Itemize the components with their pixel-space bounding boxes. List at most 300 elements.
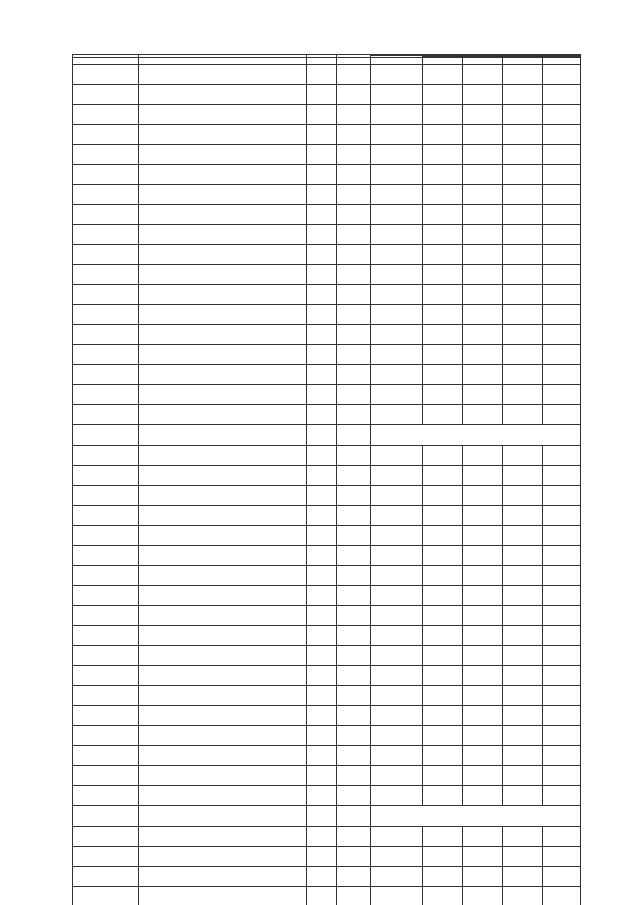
row-unit <box>307 746 337 766</box>
row-code <box>73 285 139 305</box>
table-row <box>73 566 581 586</box>
row-price-q2 <box>463 405 503 425</box>
row-price-q2 <box>463 606 503 626</box>
row-mass <box>337 546 371 566</box>
row-price-q1 <box>423 305 463 325</box>
row-price-q1 <box>423 566 463 586</box>
column-number <box>307 58 337 65</box>
row-price-q1 <box>423 726 463 746</box>
row-price-q1 <box>423 265 463 285</box>
row-price-q2 <box>463 486 503 506</box>
row-name <box>139 305 307 325</box>
row-price-q4 <box>543 646 581 666</box>
row-code <box>73 566 139 586</box>
row-price-q3 <box>503 606 543 626</box>
row-name <box>139 446 307 466</box>
row-price-base <box>371 726 423 746</box>
row-code <box>73 867 139 887</box>
section-blank <box>73 806 139 827</box>
section-blank <box>73 425 139 446</box>
row-unit <box>307 726 337 746</box>
row-mass <box>337 847 371 867</box>
row-name <box>139 666 307 686</box>
row-price-q2 <box>463 466 503 486</box>
row-name <box>139 345 307 365</box>
row-price-q1 <box>423 666 463 686</box>
row-price-q4 <box>543 746 581 766</box>
row-price-q4 <box>543 666 581 686</box>
row-price-q2 <box>463 165 503 185</box>
row-unit <box>307 887 337 905</box>
row-price-base <box>371 345 423 365</box>
table-row <box>73 827 581 847</box>
row-name <box>139 125 307 145</box>
row-code <box>73 205 139 225</box>
row-price-q1 <box>423 385 463 405</box>
row-price-q4 <box>543 85 581 105</box>
row-price-q1 <box>423 746 463 766</box>
row-mass <box>337 606 371 626</box>
row-price-q3 <box>503 526 543 546</box>
table-row <box>73 586 581 606</box>
row-price-q1 <box>423 405 463 425</box>
row-price-q4 <box>543 345 581 365</box>
row-price-q4 <box>543 466 581 486</box>
row-price-q2 <box>463 385 503 405</box>
table-row <box>73 265 581 285</box>
column-number <box>463 58 503 65</box>
column-number <box>73 58 139 65</box>
row-price-q2 <box>463 265 503 285</box>
row-price-q1 <box>423 185 463 205</box>
row-unit <box>307 145 337 165</box>
row-unit <box>307 305 337 325</box>
row-price-q4 <box>543 325 581 345</box>
row-name <box>139 65 307 85</box>
row-price-q1 <box>423 786 463 806</box>
row-price-q1 <box>423 546 463 566</box>
table-row <box>73 345 581 365</box>
row-code <box>73 265 139 285</box>
row-price-q3 <box>503 566 543 586</box>
row-code <box>73 305 139 325</box>
row-code <box>73 506 139 526</box>
row-price-base <box>371 185 423 205</box>
row-price-q2 <box>463 766 503 786</box>
row-mass <box>337 666 371 686</box>
row-mass <box>337 786 371 806</box>
row-price-q1 <box>423 486 463 506</box>
row-price-q2 <box>463 205 503 225</box>
row-mass <box>337 646 371 666</box>
row-unit <box>307 446 337 466</box>
row-price-q1 <box>423 466 463 486</box>
row-price-q3 <box>503 446 543 466</box>
row-price-q3 <box>503 746 543 766</box>
row-name <box>139 185 307 205</box>
section-blank <box>337 425 371 446</box>
row-code <box>73 887 139 905</box>
row-price-q3 <box>503 766 543 786</box>
section-heading-row <box>73 425 581 446</box>
row-price-q1 <box>423 225 463 245</box>
row-code <box>73 185 139 205</box>
row-unit <box>307 85 337 105</box>
row-price-q3 <box>503 385 543 405</box>
row-name <box>139 165 307 185</box>
row-name <box>139 686 307 706</box>
row-code <box>73 847 139 867</box>
row-price-q3 <box>503 706 543 726</box>
section-blank <box>307 425 337 446</box>
row-price-base <box>371 666 423 686</box>
table-row <box>73 245 581 265</box>
row-code <box>73 125 139 145</box>
row-mass <box>337 405 371 425</box>
row-code <box>73 646 139 666</box>
row-mass <box>337 726 371 746</box>
row-code <box>73 526 139 546</box>
row-name <box>139 786 307 806</box>
row-price-base <box>371 586 423 606</box>
row-price-base <box>371 466 423 486</box>
row-name <box>139 265 307 285</box>
section-heading-row <box>73 806 581 827</box>
row-unit <box>307 405 337 425</box>
row-price-base <box>371 827 423 847</box>
row-unit <box>307 827 337 847</box>
row-price-q1 <box>423 586 463 606</box>
row-price-q1 <box>423 365 463 385</box>
row-mass <box>337 365 371 385</box>
row-unit <box>307 345 337 365</box>
row-price-q2 <box>463 65 503 85</box>
row-price-q2 <box>463 305 503 325</box>
row-code <box>73 345 139 365</box>
row-unit <box>307 706 337 726</box>
row-price-base <box>371 646 423 666</box>
row-code <box>73 405 139 425</box>
row-price-q2 <box>463 285 503 305</box>
row-unit <box>307 646 337 666</box>
row-unit <box>307 185 337 205</box>
row-code <box>73 165 139 185</box>
row-price-q1 <box>423 706 463 726</box>
row-price-q2 <box>463 526 503 546</box>
row-price-base <box>371 105 423 125</box>
row-price-q1 <box>423 165 463 185</box>
table-row <box>73 105 581 125</box>
row-unit <box>307 205 337 225</box>
row-name <box>139 145 307 165</box>
row-price-q2 <box>463 786 503 806</box>
row-mass <box>337 626 371 646</box>
row-code <box>73 666 139 686</box>
row-price-base <box>371 225 423 245</box>
row-mass <box>337 686 371 706</box>
row-unit <box>307 766 337 786</box>
row-unit <box>307 285 337 305</box>
row-mass <box>337 225 371 245</box>
row-mass <box>337 105 371 125</box>
section-blank <box>337 806 371 827</box>
row-price-q2 <box>463 105 503 125</box>
row-mass <box>337 345 371 365</box>
row-mass <box>337 766 371 786</box>
column-number <box>139 58 307 65</box>
row-price-q3 <box>503 85 543 105</box>
row-name <box>139 365 307 385</box>
row-code <box>73 606 139 626</box>
row-code <box>73 446 139 466</box>
row-price-q2 <box>463 586 503 606</box>
table-row <box>73 766 581 786</box>
row-price-q1 <box>423 345 463 365</box>
row-price-base <box>371 325 423 345</box>
row-price-q1 <box>423 646 463 666</box>
price-table <box>72 54 581 905</box>
row-code <box>73 827 139 847</box>
row-price-base <box>371 686 423 706</box>
row-price-base <box>371 506 423 526</box>
row-price-q2 <box>463 706 503 726</box>
row-code <box>73 486 139 506</box>
row-price-q2 <box>463 566 503 586</box>
row-unit <box>307 486 337 506</box>
section-blank <box>371 425 581 446</box>
row-name <box>139 766 307 786</box>
row-price-q3 <box>503 867 543 887</box>
column-number <box>543 58 581 65</box>
row-price-q4 <box>543 686 581 706</box>
row-name <box>139 245 307 265</box>
table-row <box>73 65 581 85</box>
row-price-q1 <box>423 446 463 466</box>
row-price-q2 <box>463 666 503 686</box>
table-row <box>73 746 581 766</box>
row-name <box>139 566 307 586</box>
row-price-q4 <box>543 786 581 806</box>
row-mass <box>337 325 371 345</box>
row-code <box>73 385 139 405</box>
table-row <box>73 867 581 887</box>
row-mass <box>337 185 371 205</box>
table-row <box>73 405 581 425</box>
row-name <box>139 285 307 305</box>
row-unit <box>307 666 337 686</box>
row-price-q2 <box>463 887 503 905</box>
row-name <box>139 385 307 405</box>
row-mass <box>337 586 371 606</box>
row-price-q1 <box>423 766 463 786</box>
row-mass <box>337 165 371 185</box>
table-row <box>73 526 581 546</box>
table-row <box>73 285 581 305</box>
row-unit <box>307 526 337 546</box>
row-price-q3 <box>503 466 543 486</box>
row-price-q3 <box>503 265 543 285</box>
row-code <box>73 626 139 646</box>
row-name <box>139 486 307 506</box>
row-price-q1 <box>423 85 463 105</box>
row-price-base <box>371 205 423 225</box>
row-name <box>139 325 307 345</box>
row-name <box>139 405 307 425</box>
row-price-q2 <box>463 626 503 646</box>
row-name <box>139 546 307 566</box>
row-name <box>139 526 307 546</box>
row-mass <box>337 265 371 285</box>
row-price-base <box>371 867 423 887</box>
row-mass <box>337 385 371 405</box>
row-mass <box>337 245 371 265</box>
row-price-base <box>371 145 423 165</box>
row-price-q3 <box>503 666 543 686</box>
table-row <box>73 145 581 165</box>
row-mass <box>337 746 371 766</box>
row-price-q2 <box>463 746 503 766</box>
section-title <box>139 425 307 446</box>
table-row <box>73 365 581 385</box>
row-price-q2 <box>463 225 503 245</box>
row-price-q3 <box>503 125 543 145</box>
row-price-q4 <box>543 867 581 887</box>
table-row <box>73 546 581 566</box>
row-price-q1 <box>423 887 463 905</box>
row-name <box>139 827 307 847</box>
row-name <box>139 586 307 606</box>
row-price-q3 <box>503 546 543 566</box>
row-price-q3 <box>503 586 543 606</box>
row-code <box>73 546 139 566</box>
row-price-q4 <box>543 165 581 185</box>
column-number <box>337 58 371 65</box>
row-name <box>139 105 307 125</box>
row-price-q1 <box>423 145 463 165</box>
row-price-base <box>371 706 423 726</box>
row-price-q4 <box>543 305 581 325</box>
row-price-q3 <box>503 365 543 385</box>
row-price-q3 <box>503 65 543 85</box>
row-name <box>139 706 307 726</box>
row-price-q1 <box>423 506 463 526</box>
row-price-q2 <box>463 867 503 887</box>
row-price-q1 <box>423 105 463 125</box>
row-price-q4 <box>543 365 581 385</box>
table-row <box>73 726 581 746</box>
row-price-q4 <box>543 766 581 786</box>
row-unit <box>307 626 337 646</box>
row-price-q4 <box>543 626 581 646</box>
row-price-q4 <box>543 446 581 466</box>
row-price-q3 <box>503 345 543 365</box>
row-price-q3 <box>503 225 543 245</box>
table-row <box>73 686 581 706</box>
row-price-q2 <box>463 646 503 666</box>
table-row <box>73 506 581 526</box>
row-unit <box>307 165 337 185</box>
table-row <box>73 325 581 345</box>
row-price-q3 <box>503 686 543 706</box>
column-number <box>371 58 423 65</box>
row-code <box>73 85 139 105</box>
row-price-q2 <box>463 506 503 526</box>
table-row <box>73 205 581 225</box>
row-price-base <box>371 486 423 506</box>
row-price-q1 <box>423 65 463 85</box>
row-price-q4 <box>543 225 581 245</box>
row-price-q3 <box>503 165 543 185</box>
row-code <box>73 586 139 606</box>
row-price-q3 <box>503 325 543 345</box>
row-price-q2 <box>463 827 503 847</box>
row-mass <box>337 285 371 305</box>
table-row <box>73 125 581 145</box>
row-mass <box>337 887 371 905</box>
row-price-q1 <box>423 626 463 646</box>
table-row <box>73 786 581 806</box>
row-code <box>73 726 139 746</box>
row-code <box>73 766 139 786</box>
row-mass <box>337 205 371 225</box>
row-name <box>139 726 307 746</box>
row-mass <box>337 145 371 165</box>
row-mass <box>337 466 371 486</box>
row-price-base <box>371 385 423 405</box>
row-price-base <box>371 546 423 566</box>
row-name <box>139 626 307 646</box>
row-price-base <box>371 85 423 105</box>
row-unit <box>307 265 337 285</box>
row-mass <box>337 566 371 586</box>
table-row <box>73 666 581 686</box>
table-row <box>73 225 581 245</box>
row-price-q4 <box>543 706 581 726</box>
section-title <box>139 806 307 827</box>
row-unit <box>307 786 337 806</box>
row-price-q4 <box>543 185 581 205</box>
row-code <box>73 325 139 345</box>
row-unit <box>307 325 337 345</box>
row-name <box>139 85 307 105</box>
row-mass <box>337 305 371 325</box>
row-price-q4 <box>543 546 581 566</box>
row-price-q4 <box>543 125 581 145</box>
row-name <box>139 887 307 905</box>
row-mass <box>337 706 371 726</box>
row-price-base <box>371 606 423 626</box>
row-price-q1 <box>423 205 463 225</box>
row-price-q1 <box>423 686 463 706</box>
row-code <box>73 786 139 806</box>
table-row <box>73 185 581 205</box>
row-price-base <box>371 305 423 325</box>
row-name <box>139 225 307 245</box>
row-price-q2 <box>463 686 503 706</box>
row-price-q4 <box>543 145 581 165</box>
row-unit <box>307 847 337 867</box>
row-price-q1 <box>423 125 463 145</box>
table-row <box>73 887 581 905</box>
row-name <box>139 506 307 526</box>
row-unit <box>307 867 337 887</box>
row-unit <box>307 586 337 606</box>
row-price-q4 <box>543 486 581 506</box>
row-price-base <box>371 446 423 466</box>
row-price-q4 <box>543 566 581 586</box>
row-price-base <box>371 165 423 185</box>
row-price-q3 <box>503 285 543 305</box>
